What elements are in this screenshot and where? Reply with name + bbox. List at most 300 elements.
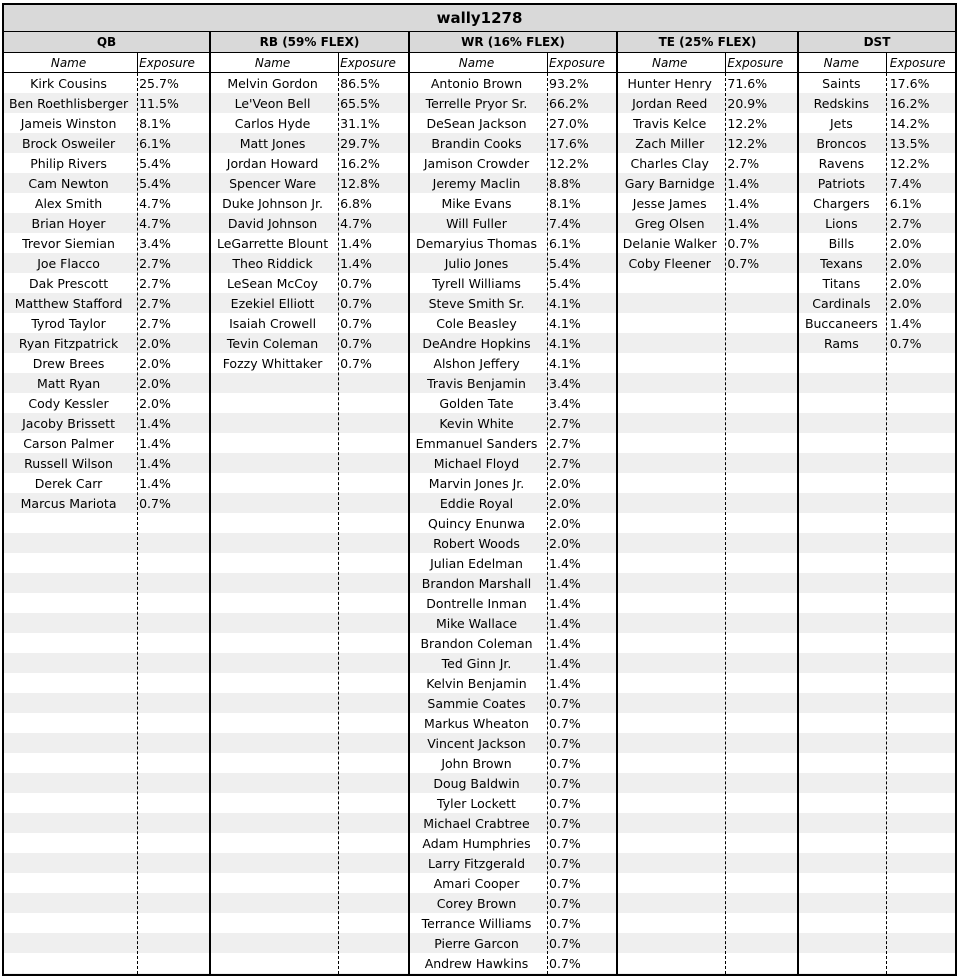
rows-wr	[410, 73, 616, 974]
exposure-value: 2.7%	[139, 315, 171, 331]
table-row	[799, 173, 955, 193]
table-row	[410, 213, 616, 233]
player-name: Marcus Mariota	[20, 495, 117, 511]
group-header-qb: QB	[4, 32, 209, 53]
player-name: Coby Fleener	[628, 255, 711, 271]
player-name: Dak Prescott	[28, 275, 109, 291]
exposure-value: 6.1%	[889, 195, 922, 211]
table-row	[410, 773, 616, 793]
player-name: LeGarrette Blount	[216, 235, 329, 251]
exposure-value: 8.1%	[139, 115, 171, 131]
table-row	[410, 793, 616, 813]
player-name: DeAndre Hopkins	[422, 335, 531, 351]
table-row	[410, 873, 616, 893]
player-name: Dontrelle Inman	[426, 595, 527, 611]
exposure-value: 0.7%	[549, 955, 581, 971]
header-divider	[137, 52, 138, 72]
table-row	[4, 173, 209, 193]
player-name: Antonio Brown	[430, 75, 523, 91]
player-name: Ryan Fitzpatrick	[18, 335, 119, 351]
player-name: Jameis Winston	[20, 115, 117, 131]
table-row	[4, 193, 209, 213]
table-row	[410, 193, 616, 213]
exposure-value: 2.7%	[139, 295, 171, 311]
table-row	[211, 93, 408, 113]
player-name: Larry Fitzgerald	[427, 855, 526, 871]
exposure-value: 2.0%	[549, 535, 581, 551]
exposure-value: 0.7%	[549, 915, 581, 931]
table-row	[410, 813, 616, 833]
exposure-value: 3.4%	[549, 375, 581, 391]
exposure-value: 12.2%	[549, 155, 589, 171]
exposure-value: 1.4%	[549, 595, 581, 611]
player-name: Alshon Jeffery	[433, 355, 520, 371]
table-row	[618, 253, 797, 273]
exposure-value: 12.2%	[727, 115, 768, 131]
exposure-value: 65.5%	[340, 95, 380, 111]
exposure-value: 1.4%	[549, 555, 581, 571]
table-row	[4, 313, 209, 333]
table-row	[410, 253, 616, 273]
group-header-wr: WR (16% FLEX)	[410, 32, 616, 53]
player-name: Quincy Enunwa	[428, 515, 525, 531]
exposure-value: 8.1%	[549, 195, 581, 211]
exposure-value: 0.7%	[727, 255, 760, 271]
exposure-value: 0.7%	[549, 795, 581, 811]
exposure-value: 0.7%	[549, 935, 581, 951]
player-name: Cole Beasley	[436, 315, 517, 331]
exposure-value: 1.4%	[727, 175, 760, 191]
exposure-value: 4.1%	[549, 335, 581, 351]
column-divider	[886, 73, 887, 974]
name-column-header: Name	[458, 55, 495, 70]
player-name: Philip Rivers	[30, 155, 107, 171]
player-name: Jesse James	[632, 195, 707, 211]
exposure-value: 4.7%	[139, 195, 171, 211]
exposure-value: 1.4%	[139, 455, 171, 471]
exposure-column-header: Exposure	[340, 55, 396, 70]
exposure-value: 7.4%	[549, 215, 581, 231]
table-row	[410, 173, 616, 193]
table-row	[410, 153, 616, 173]
exposure-value: 27.0%	[549, 115, 589, 131]
player-name: Pierre Garcon	[434, 935, 519, 951]
player-name: Titans	[822, 275, 861, 291]
table-row	[799, 133, 955, 153]
name-column-header: Name	[652, 55, 688, 70]
exposure-value: 71.6%	[727, 75, 768, 91]
table-row	[410, 113, 616, 133]
exposure-value: 1.4%	[340, 255, 372, 271]
table-row	[211, 293, 408, 313]
exposure-value: 2.0%	[139, 375, 171, 391]
group-wr	[410, 32, 618, 974]
player-name: Brandin Cooks	[431, 135, 522, 151]
exposure-value: 12.2%	[727, 135, 768, 151]
table-row	[410, 533, 616, 553]
player-name: Kevin White	[439, 415, 514, 431]
player-name: Cody Kessler	[28, 395, 109, 411]
column-divider	[338, 73, 339, 974]
exposure-value: 0.7%	[549, 735, 581, 751]
exposure-value: 0.7%	[549, 715, 581, 731]
player-name: Michael Crabtree	[423, 815, 530, 831]
player-name: Ben Roethlisberger	[8, 95, 129, 111]
exposure-value: 2.7%	[727, 155, 760, 171]
table-row	[211, 313, 408, 333]
rows-rb	[211, 73, 408, 974]
table-row	[410, 353, 616, 373]
exposure-value: 2.7%	[139, 255, 171, 271]
table-row	[4, 433, 209, 453]
exposure-value: 0.7%	[549, 855, 581, 871]
player-name: Derek Carr	[34, 475, 103, 491]
exposure-value: 1.4%	[889, 315, 922, 331]
exposure-value: 0.7%	[727, 235, 760, 251]
player-name: Fozzy Whittaker	[222, 355, 323, 371]
player-name: Trevor Siemian	[22, 235, 115, 251]
player-name: Steve Smith Sr.	[428, 295, 525, 311]
table-row	[211, 333, 408, 353]
table-row	[618, 213, 797, 233]
exposure-value: 2.0%	[139, 395, 171, 411]
player-name: Melvin Gordon	[227, 75, 318, 91]
player-name: Corey Brown	[436, 895, 517, 911]
exposure-value: 1.4%	[549, 655, 581, 671]
table-row	[410, 553, 616, 573]
table-row	[799, 333, 955, 353]
exposure-value: 4.7%	[139, 215, 171, 231]
exposure-value: 1.4%	[139, 415, 171, 431]
table-row	[410, 653, 616, 673]
player-name: Jeremy Maclin	[432, 175, 521, 191]
table-row	[410, 853, 616, 873]
player-name: Sammie Coates	[427, 695, 526, 711]
exposure-column-header: Exposure	[889, 55, 946, 70]
exposure-value: 0.7%	[340, 275, 372, 291]
player-name: Ezekiel Elliott	[230, 295, 315, 311]
group-dst	[799, 32, 955, 974]
exposure-value: 16.2%	[340, 155, 380, 171]
exposure-value: 5.4%	[549, 255, 581, 271]
table-row	[410, 433, 616, 453]
table-row	[4, 253, 209, 273]
player-name: Jets	[829, 115, 853, 131]
table-row	[4, 273, 209, 293]
exposure-value: 11.5%	[139, 95, 179, 111]
player-name: Charles Clay	[630, 155, 709, 171]
player-name: Travis Benjamin	[427, 375, 526, 391]
player-name: Jordan Reed	[632, 95, 708, 111]
exposure-value: 5.4%	[139, 175, 171, 191]
table-row	[410, 833, 616, 853]
table-row	[410, 313, 616, 333]
exposure-value: 1.4%	[139, 435, 171, 451]
exposure-value: 0.7%	[549, 755, 581, 771]
player-name: Brian Hoyer	[31, 215, 106, 231]
exposure-value: 0.7%	[549, 775, 581, 791]
exposure-value: 25.7%	[139, 75, 179, 91]
table-row	[410, 893, 616, 913]
rows-qb	[4, 73, 209, 974]
table-row	[410, 453, 616, 473]
table-row	[410, 693, 616, 713]
player-name: Michael Floyd	[433, 455, 520, 471]
player-name: Saints	[822, 75, 861, 91]
group-header-te: TE (25% FLEX)	[618, 32, 797, 53]
player-name: Carlos Hyde	[234, 115, 311, 131]
table-row	[211, 193, 408, 213]
player-name: Jordan Howard	[226, 155, 319, 171]
header-divider	[338, 52, 339, 72]
player-name: Kelvin Benjamin	[426, 675, 527, 691]
table-row	[211, 233, 408, 253]
player-name: Cam Newton	[28, 175, 109, 191]
player-name: Hunter Henry	[627, 75, 712, 91]
player-name: Ravens	[818, 155, 865, 171]
exposure-value: 1.4%	[139, 475, 171, 491]
exposure-value: 20.9%	[727, 95, 768, 111]
player-name: Robert Woods	[433, 535, 520, 551]
exposure-value: 2.7%	[549, 415, 581, 431]
exposure-value: 1.4%	[727, 215, 760, 231]
exposure-value: 2.0%	[139, 355, 171, 371]
table-row	[410, 953, 616, 973]
table-row	[4, 413, 209, 433]
player-name: DeSean Jackson	[426, 115, 527, 131]
table-row	[618, 113, 797, 133]
rows-te	[618, 73, 797, 974]
table-row	[618, 153, 797, 173]
player-name: Amari Cooper	[433, 875, 520, 891]
player-name: Russell Wilson	[24, 455, 113, 471]
player-name: Spencer Ware	[229, 175, 317, 191]
table-row	[410, 293, 616, 313]
player-name: Travis Kelce	[633, 115, 707, 131]
player-name: Bills	[828, 235, 855, 251]
player-name: John Brown	[441, 755, 512, 771]
player-name: Ted Ginn Jr.	[441, 655, 512, 671]
header-divider	[547, 52, 548, 72]
exposure-value: 6.1%	[549, 235, 581, 251]
table-row	[799, 113, 955, 133]
table-row	[410, 933, 616, 953]
table-row	[4, 473, 209, 493]
exposure-value: 1.4%	[340, 235, 372, 251]
rows-dst	[799, 73, 955, 974]
exposure-value: 0.7%	[549, 695, 581, 711]
table-row	[410, 473, 616, 493]
name-column-header: Name	[50, 55, 87, 70]
table-row	[799, 313, 955, 333]
exposure-sheet	[2, 3, 957, 976]
exposure-value: 8.8%	[549, 175, 581, 191]
table-row	[618, 173, 797, 193]
table-row	[4, 73, 209, 93]
table-row	[4, 373, 209, 393]
player-name: Jamison Crowder	[423, 155, 530, 171]
player-name: Buccaneers	[804, 315, 878, 331]
group-te	[618, 32, 799, 974]
player-name: Matt Jones	[239, 135, 306, 151]
player-name: Zach Miller	[635, 135, 705, 151]
table-row	[410, 753, 616, 773]
table-row	[4, 93, 209, 113]
table-row	[211, 353, 408, 373]
column-divider	[547, 73, 548, 974]
table-row	[410, 713, 616, 733]
exposure-table	[4, 32, 955, 974]
table-row	[4, 213, 209, 233]
exposure-value: 1.4%	[727, 195, 760, 211]
exposure-value: 1.4%	[549, 635, 581, 651]
table-row	[410, 593, 616, 613]
player-name: Greg Olsen	[634, 215, 705, 231]
player-name: Joe Flacco	[37, 255, 100, 271]
exposure-value: 4.7%	[340, 215, 372, 231]
table-row	[211, 153, 408, 173]
player-name: Will Fuller	[446, 215, 507, 231]
exposure-value: 0.7%	[889, 335, 922, 351]
table-row	[4, 333, 209, 353]
exposure-value: 2.7%	[889, 215, 922, 231]
exposure-value: 4.1%	[549, 295, 581, 311]
table-row	[4, 353, 209, 373]
column-header-row	[799, 53, 955, 73]
table-row	[410, 493, 616, 513]
player-name: Matt Ryan	[36, 375, 101, 391]
exposure-value: 2.7%	[549, 435, 581, 451]
exposure-column-header: Exposure	[549, 55, 605, 70]
name-column-header: Name	[823, 55, 860, 70]
player-name: Kirk Cousins	[30, 75, 107, 91]
player-name: Andrew Hawkins	[424, 955, 529, 971]
player-name: Patriots	[817, 175, 865, 191]
column-divider	[137, 73, 138, 974]
exposure-value: 93.2%	[549, 75, 589, 91]
exposure-value: 2.0%	[549, 515, 581, 531]
exposure-value: 1.4%	[549, 615, 581, 631]
exposure-value: 3.4%	[549, 395, 581, 411]
exposure-value: 0.7%	[340, 295, 372, 311]
table-row	[410, 273, 616, 293]
exposure-value: 17.6%	[889, 75, 930, 91]
player-name: Cardinals	[812, 295, 871, 311]
table-row	[410, 373, 616, 393]
player-name: Mike Evans	[441, 195, 512, 211]
player-name: Demaryius Thomas	[415, 235, 538, 251]
player-name: Theo Riddick	[232, 255, 313, 271]
player-name: Tevin Coleman	[226, 335, 319, 351]
table-row	[799, 93, 955, 113]
player-name: Brandon Coleman	[420, 635, 533, 651]
player-name: Brock Osweiler	[21, 135, 116, 151]
table-row	[410, 673, 616, 693]
column-divider	[725, 73, 726, 974]
table-row	[410, 733, 616, 753]
player-name: Markus Wheaton	[424, 715, 529, 731]
player-name: Le'Veon Bell	[234, 95, 311, 111]
player-name: Terrelle Pryor Sr.	[425, 95, 528, 111]
player-name: Terrance Williams	[421, 915, 532, 931]
exposure-value: 31.1%	[340, 115, 380, 131]
table-row	[410, 633, 616, 653]
table-row	[618, 93, 797, 113]
table-row	[410, 393, 616, 413]
exposure-value: 1.4%	[549, 675, 581, 691]
table-row	[410, 333, 616, 353]
group-header-dst: DST	[799, 32, 955, 53]
table-row	[618, 133, 797, 153]
player-name: Chargers	[813, 195, 870, 211]
player-name: David Johnson	[227, 215, 318, 231]
player-name: Drew Brees	[32, 355, 105, 371]
table-row	[410, 913, 616, 933]
player-name: LeSean McCoy	[227, 275, 319, 291]
exposure-value: 0.7%	[340, 335, 372, 351]
exposure-value: 0.7%	[340, 315, 372, 331]
player-name: Vincent Jackson	[427, 735, 526, 751]
table-row	[211, 133, 408, 153]
exposure-value: 13.5%	[889, 135, 930, 151]
exposure-value: 14.2%	[889, 115, 930, 131]
player-name: Delanie Walker	[622, 235, 717, 251]
exposure-value: 0.7%	[549, 895, 581, 911]
exposure-value: 2.0%	[549, 475, 581, 491]
exposure-value: 4.1%	[549, 315, 581, 331]
table-row	[410, 73, 616, 93]
exposure-value: 2.0%	[549, 495, 581, 511]
table-row	[618, 233, 797, 253]
exposure-value: 2.0%	[889, 275, 922, 291]
exposure-value: 0.7%	[549, 835, 581, 851]
exposure-value: 2.7%	[139, 275, 171, 291]
exposure-value: 7.4%	[889, 175, 922, 191]
exposure-value: 2.0%	[889, 295, 922, 311]
table-row	[4, 493, 209, 513]
column-header-row	[618, 53, 797, 73]
exposure-value: 29.7%	[340, 135, 380, 151]
exposure-value: 0.7%	[549, 875, 581, 891]
player-name: Duke Johnson Jr.	[222, 195, 324, 211]
table-row	[799, 213, 955, 233]
table-row	[4, 233, 209, 253]
table-row	[211, 253, 408, 273]
player-name: Redskins	[813, 95, 870, 111]
table-row	[410, 413, 616, 433]
exposure-value: 12.2%	[889, 155, 930, 171]
exposure-value: 3.4%	[139, 235, 171, 251]
table-row	[410, 573, 616, 593]
player-name: Tyrell Williams	[432, 275, 521, 291]
exposure-value: 16.2%	[889, 95, 930, 111]
table-row	[799, 73, 955, 93]
exposure-value: 0.7%	[549, 815, 581, 831]
player-name: Broncos	[816, 135, 867, 151]
player-name: Julian Edelman	[430, 555, 523, 571]
exposure-value: 6.1%	[139, 135, 171, 151]
player-name: Carson Palmer	[23, 435, 114, 451]
table-row	[410, 513, 616, 533]
column-header-row	[211, 53, 408, 73]
exposure-value: 12.8%	[340, 175, 380, 191]
player-name: Lions	[825, 215, 858, 231]
player-name: Rams	[823, 335, 859, 351]
exposure-value: 0.7%	[139, 495, 171, 511]
table-row	[799, 253, 955, 273]
column-header-row	[4, 53, 209, 73]
column-header-row	[410, 53, 616, 73]
